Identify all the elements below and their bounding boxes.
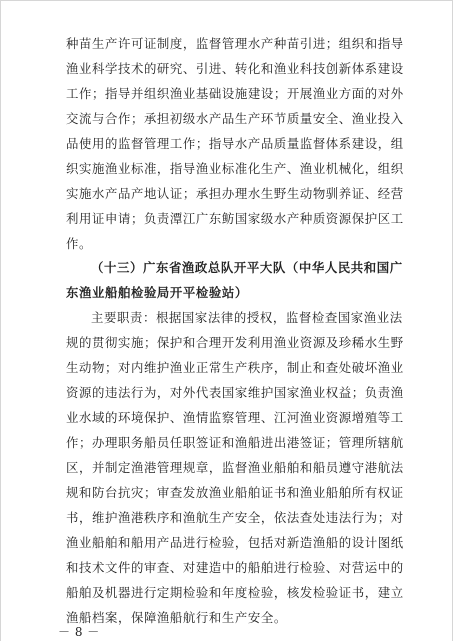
body-text-line: 织实施渔业标准，指导渔业标准化生产、渔业机械化，组织 [66, 161, 404, 176]
page-border-top [0, 0, 453, 1]
body-text-line: 船舶及机器进行定期检验和年度检验，核发检验证书，建立 [66, 585, 404, 600]
body-text-line: 资源的违法行为，对外代表国家维护国家渔业权益；负责渔 [66, 385, 404, 400]
body-text-line: 主要职责：根据国家法律的授权，监督检查国家渔业法 [91, 310, 403, 325]
body-text-line: 规和防台抗灾；审查发放渔业船舶证书和渔业船舶所有权证 [66, 485, 404, 500]
body-text-line: 区，并制定渔港管理规章，监督渔业船舶和船员遵守港航法 [66, 460, 404, 475]
section-heading-line: 东渔业船舶检验局开平检验站） [66, 285, 248, 300]
body-text-line: 实施水产品产地认证；承担办理水生野生动物驯养证、经营 [66, 186, 404, 201]
body-text-line: 书，维护渔港秩序和渔航生产安全，依法查处违法行为；对 [66, 510, 404, 525]
body-text-line: 作；办理职务船员任职签证和渔船进出港签证；管理所辖航 [66, 435, 404, 450]
body-text-line: 和技术文件的审查、对建造中的船舶进行检验、对营运中的 [66, 560, 404, 575]
body-text-line: 工作；指导并组织渔业基础设施建设；开展渔业方面的对外 [66, 86, 404, 101]
body-text-line: 渔业船舶和船用产品进行检验，包括对新造渔船的设计图纸 [66, 535, 404, 550]
body-text-line: 品使用的监督管理工作；指导水产品质量监督体系建设，组 [66, 136, 404, 151]
body-text-line: 生动物；对内维护渔业正常生产秩序，制止和查处破坏渔业 [66, 360, 404, 375]
body-text-line: 交流与合作；承担初级水产品生产环节质量安全、渔业投入 [66, 111, 404, 126]
page-border-left [0, 0, 1, 641]
section-heading-line: （十三）广东省渔政总队开平大队（中华人民共和国广 [91, 260, 403, 275]
body-text-line: 渔业科学技术的研究、引进、转化和渔业科技创新体系建设 [66, 61, 404, 76]
body-text-line: 渔船档案，保障渔船航行和生产安全。 [66, 610, 287, 625]
page-number: － 8 － [58, 625, 100, 639]
body-text-line: 规的贯彻实施；保护和合理开发利用渔业资源及珍稀水生野 [66, 335, 404, 350]
body-text-line: 作。 [66, 236, 92, 251]
body-text-line: 利用证申请；负责潭江广东鲂国家级水产种质资源保护区工 [66, 211, 404, 226]
body-text-line: 业水域的环境保护、渔情监察管理、江河渔业资源增殖等工 [66, 410, 404, 425]
body-text-line: 种苗生产许可证制度，监督管理水产种苗引进；组织和指导 [66, 36, 404, 51]
